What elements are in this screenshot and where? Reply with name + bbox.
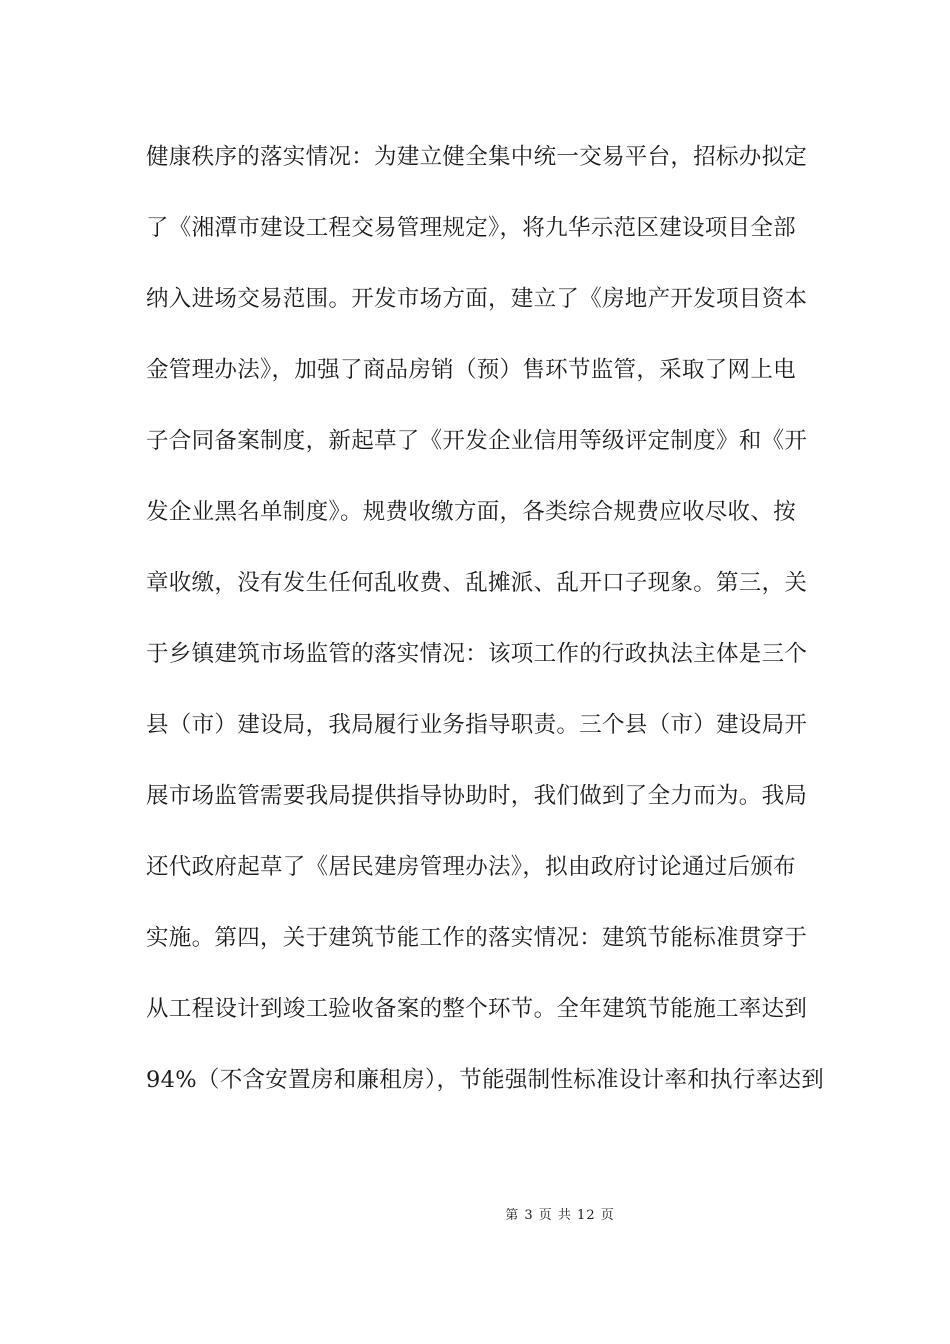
body-text-line: 实施。第四，关于建筑节能工作的落实情况：建筑节能标准贯穿于 <box>146 925 808 951</box>
body-text-line: 金管理办法》，加强了商品房销（预）售环节监管，采取了网上电 <box>146 357 796 383</box>
body-text-line: 94%（不含安置房和廉租房），节能强制性标准设计率和执行率达到 <box>146 1067 825 1093</box>
body-text-line: 健康秩序的落实情况：为建立健全集中统一交易平台，招标办拟定 <box>146 144 808 170</box>
body-text-line: 展市场监管需要我局提供指导协助时，我们做到了全力而为。我局 <box>146 783 808 809</box>
body-text-line: 于乡镇建筑市场监管的落实情况：该项工作的行政执法主体是三个 <box>146 641 808 667</box>
body-text-line: 了《湘潭市建设工程交易管理规定》，将九华示范区建设项目全部 <box>146 215 796 241</box>
body-text-line: 县（市）建设局，我局履行业务指导职责。三个县（市）建设局开 <box>146 712 808 738</box>
page-number-footer: 第 3 页 共 12 页 <box>505 1208 615 1223</box>
body-text-line: 章收缴，没有发生任何乱收费、乱摊派、乱开口子现象。第三，关 <box>146 570 808 596</box>
body-text-line: 发企业黑名单制度》。规费收缴方面，各类综合规费应收尽收、按 <box>146 499 796 525</box>
body-text-line: 从工程设计到竣工验收备案的整个环节。全年建筑节能施工率达到 <box>146 996 808 1022</box>
body-text-line: 纳入进场交易范围。开发市场方面，建立了《房地产开发项目资本 <box>146 286 808 312</box>
body-text-line: 还代政府起草了《居民建房管理办法》，拟由政府讨论通过后颁布 <box>146 854 796 880</box>
body-text-line: 子合同备案制度，新起草了《开发企业信用等级评定制度》和《开 <box>146 428 808 454</box>
